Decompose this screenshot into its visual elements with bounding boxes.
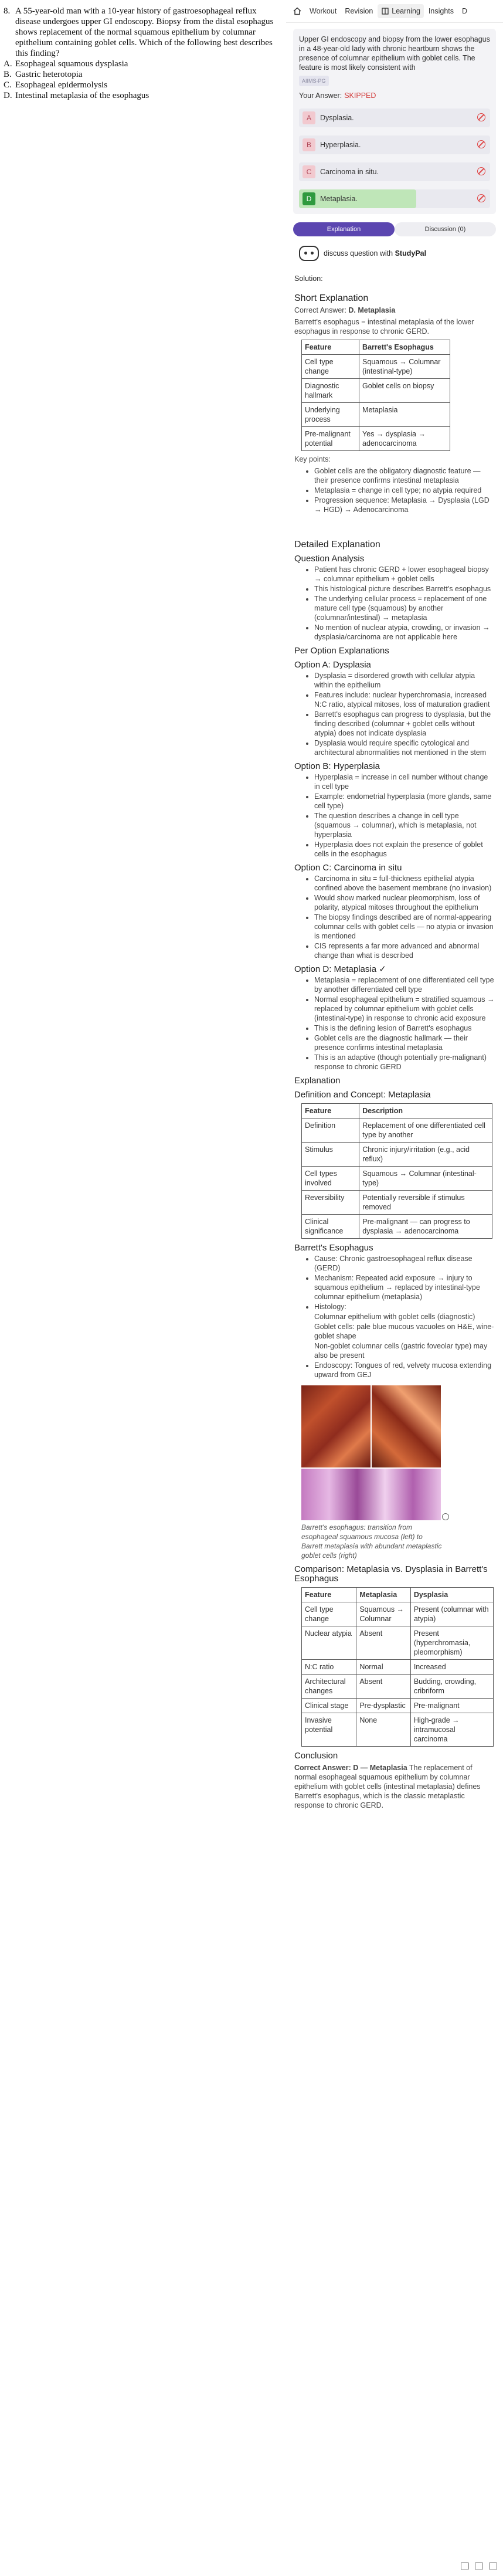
image-caption: Barrett's esophagus: transition from esophageal squamous mucosa (left) to Barrett metaplasia with abundant metaplastic goblet cells (right) xyxy=(301,1523,442,1560)
list-item: • Goblet cells are the diagnostic hallmark — their presence confirms intestinal metaplasia xyxy=(314,1033,495,1052)
list-item: • This is an adaptive (though potentially pre-malignant) response to chronic GERD xyxy=(314,1053,495,1072)
choice-text: Carcinoma in situ. xyxy=(320,168,379,176)
nav-learning-label: Learning xyxy=(392,7,420,15)
list-item: • Dysplasia would require specific cytological and architectural abnormalities not mentioned in the stem xyxy=(314,738,495,757)
studypal-text xyxy=(324,249,426,258)
list-item: • Metaplasia = replacement of one differentiated cell type by another differentiated cell type xyxy=(314,975,495,994)
list-item: • Would show marked nuclear pleomorphism, loss of polarity, atypical mitoses throughout the epithelium xyxy=(314,893,495,912)
nav-revision[interactable]: Revision xyxy=(345,7,373,15)
option-letter: C. xyxy=(4,80,12,90)
choice-c[interactable] xyxy=(299,162,490,181)
table-header: Feature xyxy=(302,1104,359,1118)
robot-icon xyxy=(299,246,319,261)
answer-panel xyxy=(286,0,503,2576)
question-number: 8. xyxy=(4,6,11,16)
table-cell: Diagnostic hallmark xyxy=(302,379,359,403)
option-letter: A. xyxy=(4,59,12,69)
option-d-title: Option D: Metaplasia ✓ xyxy=(294,964,386,974)
option-d-list xyxy=(294,975,495,1072)
conclusion-text xyxy=(294,1763,495,1810)
list-item: • The question describes a change in cell type (squamous → columnar), which is metaplasia, not hyperplasia xyxy=(314,811,495,839)
list-item: • Barrett's esophagus can progress to dysplasia, but the finding described (columnar + goblet cells without atypia) does not indicate dysplasia xyxy=(314,710,495,738)
table-row xyxy=(302,1588,494,1602)
conclusion-prefix: Correct Answer: D — Metaplasia xyxy=(294,1764,407,1772)
table-cell: Yes → dysplasia → adenocarcinoma xyxy=(359,427,450,451)
table-cell: Goblet cells on biopsy xyxy=(359,379,450,403)
list-item: • Mechanism: Repeated acid exposure → injury to squamous epithelium → replaced by intestinal-type columnar epithelium (metaplasia) xyxy=(314,1273,495,1301)
table-cell: Reversibility xyxy=(302,1191,359,1215)
choice-letter: A xyxy=(303,111,315,124)
table-row xyxy=(302,1626,494,1660)
question-option xyxy=(4,80,274,90)
your-answer xyxy=(299,91,490,100)
table-header: Description xyxy=(359,1104,492,1118)
choice-b[interactable] xyxy=(299,135,490,154)
table-header: Dysplasia xyxy=(410,1588,493,1602)
concept-table xyxy=(301,1103,492,1239)
histology-slide xyxy=(301,1469,441,1520)
zoom-icon[interactable] xyxy=(442,1513,449,1520)
table-cell: Invasive potential xyxy=(302,1713,356,1747)
table-row xyxy=(302,1167,492,1191)
list-item: Non-goblet columnar cells (gastric foveolar type) may also be present xyxy=(314,1342,488,1360)
question-stem: A 55-year-old man with a 10-year history of gastroesophageal reflux disease undergoes upper GI endoscopy. Biopsy from the distal esophagus shows replacement of the normal squamous epithelium by columnar epithelium containing goblet cells. Which of the following best describes this finding? xyxy=(15,6,274,58)
endoscopy-image-left xyxy=(301,1385,371,1467)
list-item: • Histology: xyxy=(314,1302,495,1311)
exam-tag: AIIMS-PG xyxy=(299,76,329,86)
option-text: Esophageal squamous dysplasia xyxy=(15,59,128,69)
table-row xyxy=(302,1602,494,1626)
option-text: Intestinal metaplasia of the esophagus xyxy=(15,91,149,100)
question-option xyxy=(4,69,274,80)
table-cell: Budding, crowding, cribriform xyxy=(410,1675,493,1699)
studypal-brand: StudyPal xyxy=(395,249,427,257)
thumbs-down-icon[interactable] xyxy=(475,2562,483,2570)
choice-text: Dysplasia. xyxy=(320,114,354,122)
list-item: • The underlying cellular process = replacement of one mature cell type (squamous) by another (columnar/intestinal) → metaplasia xyxy=(314,594,495,622)
list-item: Goblet cells: pale blue mucous vacuoles on H&E, wine-goblet shape xyxy=(314,1323,494,1340)
table-cell: Cell type change xyxy=(302,355,359,379)
wrong-icon xyxy=(477,140,485,148)
list-item: • Progression sequence: Metaplasia → Dysplasia (LGD → HGD) → Adenocarcinoma xyxy=(314,496,495,514)
table-cell: Present (columnar with atypia) xyxy=(410,1602,493,1626)
conclusion-title: Conclusion xyxy=(294,1751,338,1761)
list-item: • Goblet cells are the obligatory diagnostic feature — their presence confirms intestinal metaplasia xyxy=(314,466,495,485)
table-row xyxy=(302,1699,494,1713)
question-card xyxy=(293,29,496,214)
table-row xyxy=(302,1660,494,1675)
answer-status: SKIPPED xyxy=(344,91,376,100)
per-option-title: Per Option Explanations xyxy=(294,646,389,656)
question-analysis-title: Question Analysis xyxy=(294,554,365,564)
list-item: • Cause: Chronic gastroesophageal reflux disease (GERD) xyxy=(314,1254,495,1273)
choice-d[interactable] xyxy=(299,189,490,208)
table-cell: Pre-dysplastic xyxy=(356,1699,411,1713)
book-icon xyxy=(381,7,389,15)
wrong-icon xyxy=(477,113,485,121)
correct-value: D. Metaplasia xyxy=(348,306,396,314)
table-row xyxy=(302,355,450,379)
nav-insights[interactable]: Insights xyxy=(428,7,454,15)
home-icon xyxy=(293,7,301,15)
list-item: • Features include: nuclear hyperchromasia, increased N:C ratio, atypical mitoses, loss of maturation gradient xyxy=(314,690,495,709)
table-header: Barrett's Esophagus xyxy=(359,340,450,355)
table-row xyxy=(302,1118,492,1143)
compare-title: Comparison: Metaplasia vs. Dysplasia in Barrett's Esophagus xyxy=(294,1564,488,1584)
solution-label: Solution: xyxy=(294,274,323,283)
table-cell: Increased xyxy=(410,1660,493,1675)
table-row xyxy=(302,403,450,427)
option-b-list xyxy=(294,772,495,859)
option-a-list xyxy=(294,671,495,757)
correct-prefix: Correct Answer: xyxy=(294,306,349,314)
table-cell: Normal xyxy=(356,1660,411,1675)
home-button[interactable] xyxy=(290,5,305,18)
list-item: • Metaplasia = change in cell type; no atypia required xyxy=(314,486,495,495)
table-row xyxy=(302,1104,492,1118)
table-cell: Cell types involved xyxy=(302,1167,359,1191)
wrong-icon xyxy=(477,167,485,175)
tab-bar xyxy=(293,222,496,236)
histology-image xyxy=(301,1385,441,1520)
question-option xyxy=(4,90,274,101)
choice-a[interactable] xyxy=(299,109,490,127)
table-cell: Potentially reversible if stimulus removed xyxy=(359,1191,492,1215)
list-item: • Hyperplasia does not explain the presence of goblet cells in the esophagus xyxy=(314,840,495,859)
correct-fill xyxy=(299,189,416,208)
feedback-icons xyxy=(461,2562,497,2570)
explanation-content xyxy=(294,274,495,1810)
option-b-title: Option B: Hyperplasia xyxy=(294,761,380,771)
concept-title: Definition and Concept: Metaplasia xyxy=(294,1090,431,1100)
table-cell: Pre-malignant xyxy=(410,1699,493,1713)
table-cell: Absent xyxy=(356,1675,411,1699)
compare-table xyxy=(301,1587,494,1747)
list-item: • Carcinoma in situ = full-thickness epithelial atypia confined above the basement membrane (no invasion) xyxy=(314,874,495,893)
nav-more[interactable]: D xyxy=(462,7,468,15)
short-summary: Barrett's esophagus = intestinal metaplasia of the lower esophagus in response to chronic GERD. xyxy=(294,318,474,335)
table-header: Metaplasia xyxy=(356,1588,411,1602)
table-cell: Clinical stage xyxy=(302,1699,356,1713)
table-cell: High-grade → intramucosal carcinoma xyxy=(410,1713,493,1747)
nav-workout[interactable]: Workout xyxy=(310,7,337,15)
studypal-prefix: discuss question with xyxy=(324,249,395,257)
table-cell: Replacement of one differentiated cell type by another xyxy=(359,1118,492,1143)
list-item: • This histological picture describes Barrett's esophagus xyxy=(314,584,495,594)
wrong-icon xyxy=(477,194,485,202)
answer-label: Your Answer: xyxy=(299,91,342,100)
table-cell: Clinical significance xyxy=(302,1215,359,1239)
qa-list xyxy=(294,565,495,642)
detailed-title: Detailed Explanation xyxy=(294,540,380,550)
table-cell: None xyxy=(356,1713,411,1747)
choice-letter: B xyxy=(303,138,315,151)
explanation-title: Explanation xyxy=(294,1076,341,1086)
choice-text: Metaplasia. xyxy=(320,195,358,203)
table-row xyxy=(302,379,450,403)
option-letter: D. xyxy=(4,91,12,100)
top-nav xyxy=(286,0,503,23)
list-item: • The biopsy findings described are of normal-appearing columnar cells with goblet cells — no atypia or invasion is mentioned xyxy=(314,913,495,941)
table-cell: Underlying process xyxy=(302,403,359,427)
table-row xyxy=(302,1675,494,1699)
question-option xyxy=(4,59,274,69)
barrett-list xyxy=(294,1254,495,1379)
table-cell: Stimulus xyxy=(302,1143,359,1167)
option-text: Gastric heterotopia xyxy=(15,70,83,79)
table-cell: Architectural changes xyxy=(302,1675,356,1699)
table-cell: Absent xyxy=(356,1626,411,1660)
list-item: • This is the defining lesion of Barrett's esophagus xyxy=(314,1023,495,1033)
short-title: Short Explanation xyxy=(294,293,369,303)
list-item: • Dysplasia = disordered growth with cellular atypia within the epithelium xyxy=(314,671,495,690)
option-letter: B. xyxy=(4,70,12,79)
conclusion-body: The replacement of normal esophageal squamous epithelium by columnar epithelium with goblet cells (intestinal metaplasia) defines Barrett's esophagus, which is the classic metaplastic response to chronic GERD. xyxy=(294,1764,481,1809)
share-icon[interactable] xyxy=(489,2562,497,2570)
question-block xyxy=(4,6,274,101)
endoscopy-image-right xyxy=(372,1385,441,1467)
nav-learning[interactable] xyxy=(378,4,424,18)
table-header: Feature xyxy=(302,340,359,355)
short-correct xyxy=(294,306,495,315)
table-cell: Pre-malignant — can progress to dysplasia → adenocarcinoma xyxy=(359,1215,492,1239)
barrett-title: Barrett's Esophagus xyxy=(294,1243,373,1253)
table-cell: Nuclear atypia xyxy=(302,1626,356,1660)
table-row xyxy=(302,340,450,355)
key-points-list xyxy=(294,466,495,514)
table-cell: Definition xyxy=(302,1118,359,1143)
table-row xyxy=(302,1191,492,1215)
card-question-text: Upper GI endoscopy and biopsy from the lower esophagus in a 48-year-old lady with chronic heartburn shows the presence of columnar epithelium with goblet cells. The feature is most likely consistent with xyxy=(299,35,490,72)
list-item: • Normal esophageal epithelium = stratified squamous → replaced by columnar epithelium with goblet cells (intestinal-type) in response to chronic acid exposure xyxy=(314,995,495,1023)
list-item: • Endoscopy: Tongues of red, velvety mucosa extending upward from GEJ xyxy=(314,1361,495,1379)
short-table xyxy=(301,340,450,451)
studypal-link[interactable] xyxy=(299,246,503,261)
list-item: • Hyperplasia = increase in cell number without change in cell type xyxy=(314,772,495,791)
choice-letter: D xyxy=(303,192,315,205)
list-item: • Example: endometrial hyperplasia (more glands, same cell type) xyxy=(314,792,495,811)
list-item: • Patient has chronic GERD + lower esophageal biopsy → columnar epithelium + goblet cells xyxy=(314,565,495,584)
table-cell: Cell type change xyxy=(302,1602,356,1626)
option-c-title: Option C: Carcinoma in situ xyxy=(294,863,402,873)
table-cell: N:C ratio xyxy=(302,1660,356,1675)
thumbs-up-icon[interactable] xyxy=(461,2562,469,2570)
option-a-title: Option A: Dysplasia xyxy=(294,660,371,670)
list-item: • CIS represents a far more advanced and abnormal change than what is described xyxy=(314,941,495,960)
tab-explanation[interactable]: Explanation xyxy=(293,222,395,236)
table-cell: Metaplasia xyxy=(359,403,450,427)
list-item: • No mention of nuclear atypia, crowding, or invasion → dysplasia/carcinoma are not applicable here xyxy=(314,623,495,642)
table-row xyxy=(302,1143,492,1167)
table-cell: Squamous → Columnar xyxy=(356,1602,411,1626)
table-cell: Squamous → Columnar (intestinal-type) xyxy=(359,1167,492,1191)
option-text: Esophageal epidermolysis xyxy=(15,80,108,90)
tab-discussion[interactable]: Discussion (0) xyxy=(395,222,496,236)
table-header: Feature xyxy=(302,1588,356,1602)
table-cell: Squamous → Columnar (intestinal-type) xyxy=(359,355,450,379)
table-row xyxy=(302,427,450,451)
table-cell: Chronic injury/irritation (e.g., acid reflux) xyxy=(359,1143,492,1167)
choice-letter: C xyxy=(303,165,315,178)
list-item: Columnar epithelium with goblet cells (diagnostic) xyxy=(314,1313,475,1321)
choice-text: Hyperplasia. xyxy=(320,141,361,149)
table-cell: Pre-malignant potential xyxy=(302,427,359,451)
table-cell: Present (hyperchromasia, pleomorphism) xyxy=(410,1626,493,1660)
key-points-label: Key points: xyxy=(294,455,331,463)
option-c-list xyxy=(294,874,495,960)
table-row xyxy=(302,1713,494,1747)
table-row xyxy=(302,1215,492,1239)
